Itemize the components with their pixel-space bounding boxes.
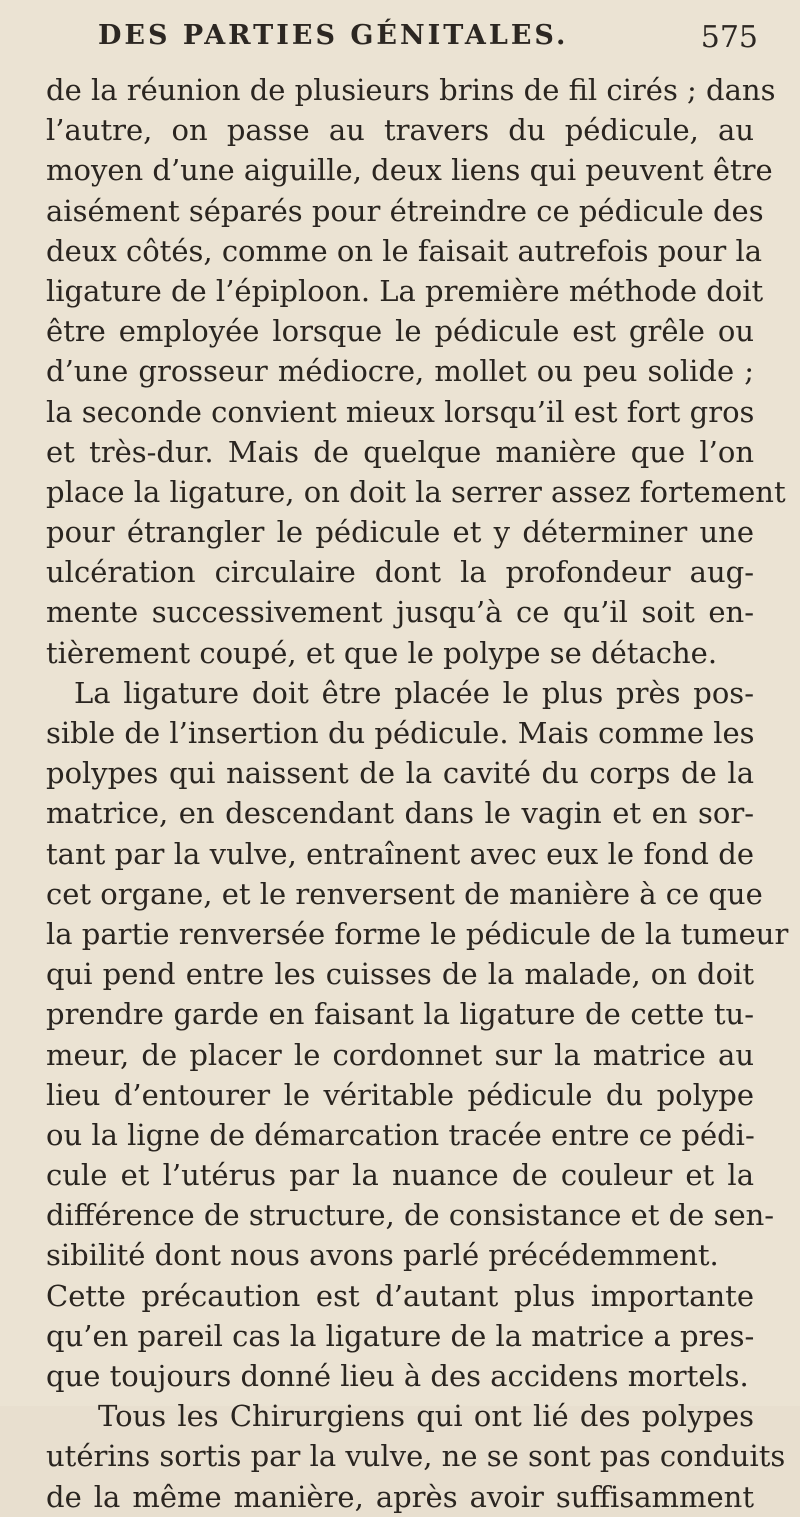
body-text xyxy=(46,70,789,1517)
text-line: sibilité dont nous avons parlé précédemment. xyxy=(46,1238,719,1273)
text-line: de la même manière, après avoir suffisamment xyxy=(46,1479,754,1514)
text-line: tant par la vulve, entraînent avec eux le fond de xyxy=(46,836,754,871)
text-line: tièrement coupé, et que le polype se détache. xyxy=(46,635,718,670)
text-line: cule et l’utérus par la nuance de couleur et la xyxy=(46,1158,754,1193)
text-line: aisément séparés pour étreindre ce pédicule des xyxy=(46,193,764,228)
text-line: La ligature doit être placée le plus près pos- xyxy=(74,675,754,710)
text-line: ligature de l’épiploon. La première méthode doit xyxy=(46,273,764,308)
text-line: et très-dur. Mais de quelque manière que l’on xyxy=(46,434,754,469)
text-line: l’autre, on passe au travers du pédicule, au xyxy=(46,113,754,148)
text-line: qui pend entre les cuisses de la malade, on doit xyxy=(46,957,754,992)
text-line: être employée lorsque le pédicule est grêle ou xyxy=(46,314,754,349)
text-line: d’une grosseur médiocre, mollet ou peu solide ; xyxy=(46,354,754,389)
text-line: lieu d’entourer le véritable pédicule du polype xyxy=(46,1077,754,1112)
text-line: pour étrangler le pédicule et y déterminer une xyxy=(46,515,754,550)
text-line: ou la ligne de démarcation tracée entre ce pédi- xyxy=(46,1117,755,1152)
text-line: polypes qui naissent de la cavité du corps de la xyxy=(46,756,754,791)
text-line: que toujours donné lieu à des accidens mortels. xyxy=(46,1359,749,1393)
text-line: différence de structure, de consistance et de sen- xyxy=(46,1198,775,1233)
text-line: Cette précaution est d’autant plus importante xyxy=(46,1278,754,1313)
text-line: cet organe, et le renversent de manière à ce que xyxy=(46,876,763,911)
text-line: Tous les Chirurgiens qui ont lié des polypes xyxy=(98,1399,754,1434)
text-line: deux côtés, comme on le faisait autrefois pour la xyxy=(46,233,763,268)
text-line: sible de l’insertion du pédicule. Mais comme les xyxy=(46,716,755,750)
running-head xyxy=(98,20,758,60)
text-line: place la ligature, on doit la serrer assez fortement xyxy=(46,474,786,509)
text-line: de la réunion de plusieurs brins de fil cirés ; dans xyxy=(46,73,776,107)
text-line: utérins sortis par la vulve, ne se sont pas conduits xyxy=(46,1439,786,1474)
page-number: 575 xyxy=(700,20,758,55)
text-line: prendre garde en faisant la ligature de cette tu- xyxy=(46,997,754,1032)
text-line: ulcération circulaire dont la profondeur aug- xyxy=(46,555,754,590)
text-line: la partie renversée forme le pédicule de la tumeur xyxy=(46,916,789,951)
running-title: DES PARTIES GÉNITALES. xyxy=(98,20,569,51)
text-line: mente successivement jusqu’à ce qu’il soit en- xyxy=(46,595,754,630)
text-line: matrice, en descendant dans le vagin et en sor- xyxy=(46,796,754,831)
text-line: qu’en pareil cas la ligature de la matrice a pres- xyxy=(46,1318,755,1353)
text-line: meur, de placer le cordonnet sur la matrice au xyxy=(46,1037,754,1072)
text-line: moyen d’une aiguille, deux liens qui peuvent être xyxy=(46,153,773,188)
text-line: la seconde convient mieux lorsqu’il est fort gros xyxy=(46,394,755,429)
